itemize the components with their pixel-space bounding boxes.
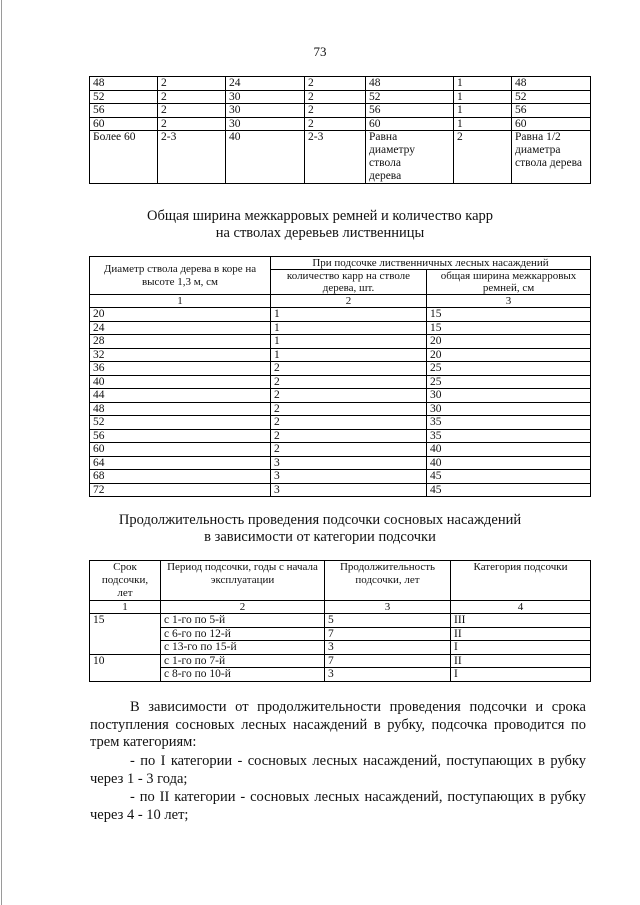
table-cell: 56: [512, 104, 591, 118]
table-cell: 35: [427, 416, 591, 430]
table-cell: 20: [427, 348, 591, 362]
heading-line: на стволах деревьев лиственницы: [215, 225, 425, 241]
page-number: 73: [313, 44, 327, 59]
table-continuation-body: [90, 77, 591, 184]
table-cell: 2: [271, 429, 427, 443]
column-number: 1: [90, 295, 271, 308]
table-cell: 32: [90, 348, 271, 362]
table-cell: 35: [427, 429, 591, 443]
table-cell: 2: [271, 443, 427, 457]
table-cell: 28: [90, 335, 271, 349]
table-cell: 2: [158, 117, 226, 131]
table-row: [90, 483, 591, 497]
bullet-line: через 4 - 10 лет;: [90, 806, 189, 823]
section-heading-pine: [0, 512, 640, 546]
bullet-line: - по I категории - сосновых лесных насаждений, поступающих в рубку: [130, 753, 586, 769]
table-cell: I: [451, 641, 591, 655]
table-row: [90, 429, 591, 443]
table-cell: 7: [325, 654, 451, 668]
table-cell: 20: [427, 335, 591, 349]
table-cell: I: [451, 668, 591, 682]
heading-line: Общая ширина межкарровых ремней и количество карр: [146, 208, 494, 224]
table-cell: с 6-го по 12-й: [161, 627, 325, 641]
table-cell: 2: [271, 402, 427, 416]
table-cell: 30: [427, 402, 591, 416]
table-cell: 48: [366, 77, 454, 91]
table-cell: 2-3: [158, 131, 226, 184]
table-cell: 56: [90, 429, 271, 443]
table-cell: 72: [90, 483, 271, 497]
table-cell: 2: [305, 117, 366, 131]
table-row: [90, 375, 591, 389]
bullet-line: - по II категории - сосновых лесных насаждений, поступающих в рубку: [130, 789, 586, 805]
column-number: 2: [271, 295, 427, 308]
body-paragraph: [90, 699, 586, 752]
table-cell: 1: [454, 117, 512, 131]
table-row: [90, 614, 591, 628]
paragraph-line: В зависимости от продолжительности проведения подсочки и срока: [130, 699, 586, 715]
column-number: 4: [451, 601, 591, 614]
heading-line: Продолжительность проведения подсочки сосновых насаждений: [118, 512, 522, 528]
table-cell: 2: [271, 389, 427, 403]
table-cell: 30: [226, 90, 305, 104]
table-cell: 15: [427, 308, 591, 322]
table-continuation: [89, 76, 591, 184]
table-cell: 2: [271, 416, 427, 430]
table-row: [90, 348, 591, 362]
bullet-line: через 1 - 3 года;: [90, 770, 188, 787]
table-cell: 25: [427, 375, 591, 389]
table-row: [90, 668, 591, 682]
table-cell: 2: [305, 90, 366, 104]
table-row: [90, 416, 591, 430]
table-cell: 60: [90, 443, 271, 457]
header-period: Период подсочки, годы с начала эксплуатации: [161, 561, 325, 601]
header-group: При подсочке лиственничных лесных насаждений: [271, 257, 591, 270]
table-cell: с 8-го по 10-й: [161, 668, 325, 682]
page-edge: [1, 0, 2, 905]
table-cell: 24: [90, 321, 271, 335]
table-cell: 15: [427, 321, 591, 335]
column-number: 3: [325, 601, 451, 614]
table-row: [90, 77, 591, 91]
table-cell: 56: [366, 104, 454, 118]
table-cell: 30: [427, 389, 591, 403]
section-heading-larch: [0, 208, 640, 242]
table-cell: 45: [427, 470, 591, 484]
table-pine-duration: [89, 560, 591, 682]
table-cell: 2: [454, 131, 512, 184]
table-cell: 25: [427, 362, 591, 376]
header-belt-width: общая ширина межкарровых ремней, см: [427, 270, 591, 295]
table-row: [90, 308, 591, 322]
table-larch-body: [90, 308, 591, 497]
table-cell: 44: [90, 389, 271, 403]
table-cell: 52: [512, 90, 591, 104]
table-cell: Равна 1/2 диаметра ствола дерева: [512, 131, 591, 184]
table-cell: с 1-го по 7-й: [161, 654, 325, 668]
table-cell: 64: [90, 456, 271, 470]
table-cell: 3: [271, 456, 427, 470]
table-cell: 36: [90, 362, 271, 376]
header-category: Категория подсочки: [451, 561, 591, 601]
table-cell: 30: [226, 117, 305, 131]
table-cell: 2: [158, 77, 226, 91]
table-cell: 40: [427, 443, 591, 457]
table-cell: 40: [226, 131, 305, 184]
table-row: [90, 443, 591, 457]
table-cell: 52: [90, 416, 271, 430]
heading-line: в зависимости от категории подсочки: [204, 529, 436, 545]
paragraph-line: поступления сосновых лесных насаждений в рубку, подсочка проводится по: [90, 716, 586, 733]
table-cell: с 1-го по 5-й: [161, 614, 325, 628]
table-cell: 40: [427, 456, 591, 470]
table-cell: 48: [90, 402, 271, 416]
table-cell: 3: [325, 668, 451, 682]
table-row: [90, 362, 591, 376]
table-cell: 3: [271, 470, 427, 484]
term-cell: 15: [90, 614, 161, 655]
bullet-item: [90, 789, 586, 824]
header-duration: Продолжительность подсочки, лет: [325, 561, 451, 601]
table-row: [90, 321, 591, 335]
table-cell: 1: [271, 321, 427, 335]
table-cell: 5: [325, 614, 451, 628]
header-term: Срок подсочки, лет: [90, 561, 161, 601]
table-cell: 2: [305, 104, 366, 118]
table-cell: 2: [158, 90, 226, 104]
table-cell: 2-3: [305, 131, 366, 184]
column-number: 1: [90, 601, 161, 614]
table-cell: 1: [271, 335, 427, 349]
table-row: [90, 627, 591, 641]
table-cell: 20: [90, 308, 271, 322]
table-cell: Более 60: [90, 131, 158, 184]
table-cell: 52: [366, 90, 454, 104]
column-number: 2: [161, 601, 325, 614]
table-row: [90, 402, 591, 416]
table-cell: 1: [271, 348, 427, 362]
table-row: [90, 389, 591, 403]
table-cell: 2: [305, 77, 366, 91]
table-cell: 68: [90, 470, 271, 484]
column-number: 3: [427, 295, 591, 308]
table-cell: 24: [226, 77, 305, 91]
paragraph-line: трем категориям:: [90, 734, 197, 750]
table-row: [90, 641, 591, 655]
table-cell: 2: [271, 362, 427, 376]
table-cell: Равна диаметру ствола дерева: [366, 131, 454, 184]
table-row: [90, 90, 591, 104]
table-cell: 60: [512, 117, 591, 131]
table-larch: [89, 256, 591, 497]
table-row: [90, 131, 591, 184]
table-cell: 60: [366, 117, 454, 131]
table-cell: 60: [90, 117, 158, 131]
table-row: [90, 117, 591, 131]
header-carr-count: количество карр на стволе дерева, шт.: [271, 270, 427, 295]
table-cell: 48: [90, 77, 158, 91]
table-cell: 48: [512, 77, 591, 91]
table-cell: 30: [226, 104, 305, 118]
table-cell: 2: [158, 104, 226, 118]
table-cell: 1: [454, 77, 512, 91]
table-row: [90, 335, 591, 349]
header-diameter: Диаметр ствола дерева в коре на высоте 1,3 м, см: [90, 257, 271, 295]
table-pine-duration-body: [90, 614, 591, 682]
table-cell: 52: [90, 90, 158, 104]
table-cell: 3: [325, 641, 451, 655]
term-cell: 10: [90, 654, 161, 681]
table-cell: 56: [90, 104, 158, 118]
table-row: [90, 470, 591, 484]
table-row: [90, 654, 591, 668]
table-cell: 1: [271, 308, 427, 322]
table-cell: II: [451, 627, 591, 641]
table-row: [90, 456, 591, 470]
table-cell: II: [451, 654, 591, 668]
table-cell: с 13-го по 15-й: [161, 641, 325, 655]
table-row: [90, 104, 591, 118]
table-cell: 7: [325, 627, 451, 641]
table-cell: 40: [90, 375, 271, 389]
table-cell: 1: [454, 90, 512, 104]
table-cell: 2: [271, 375, 427, 389]
table-cell: 1: [454, 104, 512, 118]
table-cell: 45: [427, 483, 591, 497]
table-cell: 3: [271, 483, 427, 497]
bullet-item: [90, 753, 586, 788]
table-cell: III: [451, 614, 591, 628]
